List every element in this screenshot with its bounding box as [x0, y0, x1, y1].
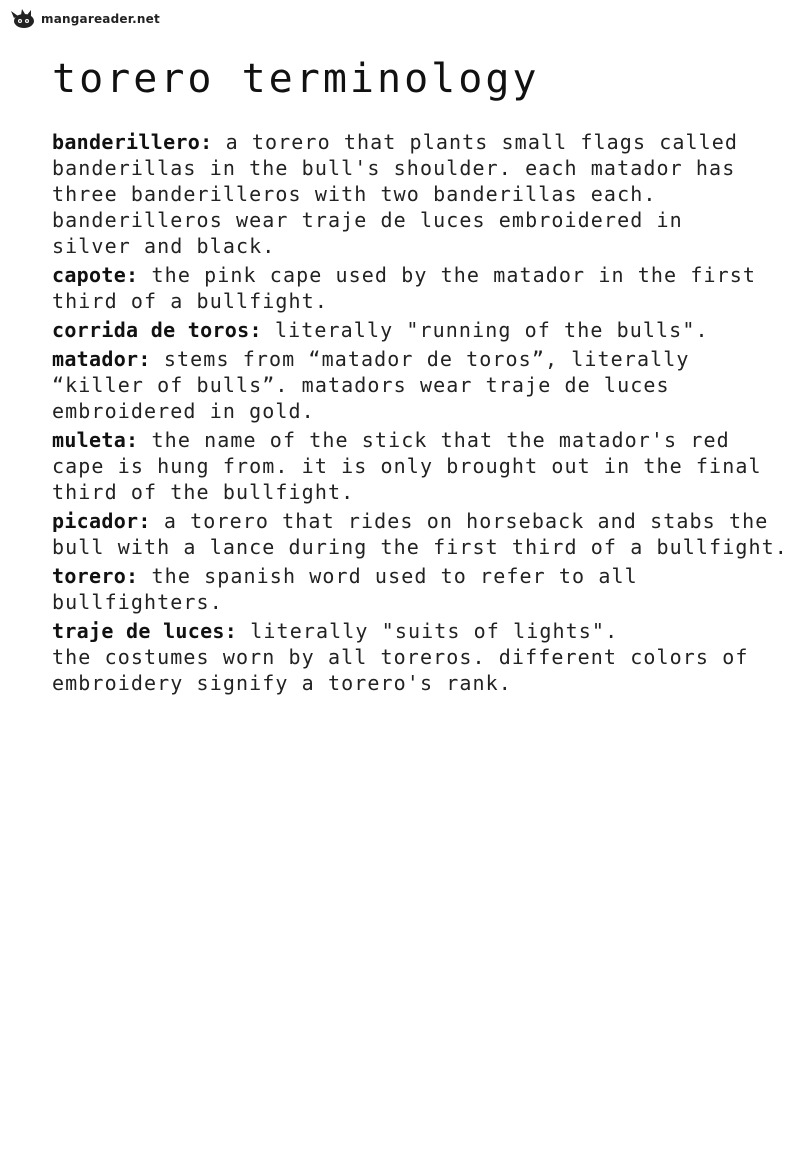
watermark: [10, 8, 160, 30]
entry-line: [52, 618, 787, 644]
glossary-term: muleta:: [52, 428, 139, 452]
entry-line: [52, 317, 787, 343]
entry-line: [52, 262, 787, 288]
glossary-entry: [52, 427, 787, 505]
definition-line: “killer of bulls”. matadors wear traje de luces: [52, 373, 670, 397]
glossary-entry: [52, 129, 787, 259]
glossary-term: matador:: [52, 347, 151, 371]
entry-line: [52, 346, 787, 372]
definition-line: three banderilleros with two banderillas each.: [52, 182, 657, 206]
glossary-entry: [52, 317, 787, 343]
glossary-term: capote:: [52, 263, 139, 287]
definition-text: the spanish word used to refer to all: [138, 564, 638, 588]
glossary-entry: [52, 262, 787, 314]
definition-line: banderillas in the bull's shoulder. each matador has: [52, 156, 736, 180]
definition-text: stems from “matador de toros”, literally: [150, 347, 690, 371]
watermark-text: mangareader.net: [41, 12, 160, 26]
definition-line: embroidery signify a torero's rank.: [52, 671, 512, 695]
entry-line: [52, 508, 787, 534]
glossary-entry: [52, 346, 787, 424]
glossary-term: traje de luces:: [52, 619, 238, 643]
definition-line: bullfighters.: [52, 590, 223, 614]
definition-text: a torero that plants small flags called: [212, 130, 739, 154]
definition-line: third of the bullfight.: [52, 480, 355, 504]
manga-mascot-icon: [10, 8, 38, 30]
glossary-entry: [52, 618, 787, 696]
entry-line: [52, 129, 787, 155]
glossary-term: picador:: [52, 509, 151, 533]
glossary-entry: [52, 508, 787, 560]
definition-line: silver and black.: [52, 234, 276, 258]
definition-text: the pink cape used by the matador in the first: [138, 263, 757, 287]
glossary-entry: [52, 563, 787, 615]
definition-line: embroidered in gold.: [52, 399, 315, 423]
definition-text: a torero that rides on horseback and stabs the: [150, 509, 769, 533]
definition-line: cape is hung from. it is only brought out in the final: [52, 454, 762, 478]
entry-line: [52, 563, 787, 589]
glossary-term: banderillero:: [52, 130, 213, 154]
glossary-term: torero:: [52, 564, 139, 588]
definition-line: bull with a lance during the first third of a bullfight.: [52, 535, 788, 559]
glossary: [52, 129, 787, 699]
glossary-term: corrida de toros:: [52, 318, 262, 342]
entry-line: [52, 427, 787, 453]
definition-line: banderilleros wear traje de luces embroidered in: [52, 208, 683, 232]
definition-line: third of a bullfight.: [52, 289, 328, 313]
definition-text: the name of the stick that the matador's red: [138, 428, 730, 452]
definition-line: the costumes worn by all toreros. different colors of: [52, 645, 749, 669]
page-title: torero terminology: [52, 56, 540, 102]
definition-text: literally "suits of lights".: [237, 619, 619, 643]
definition-text: literally "running of the bulls".: [261, 318, 709, 342]
